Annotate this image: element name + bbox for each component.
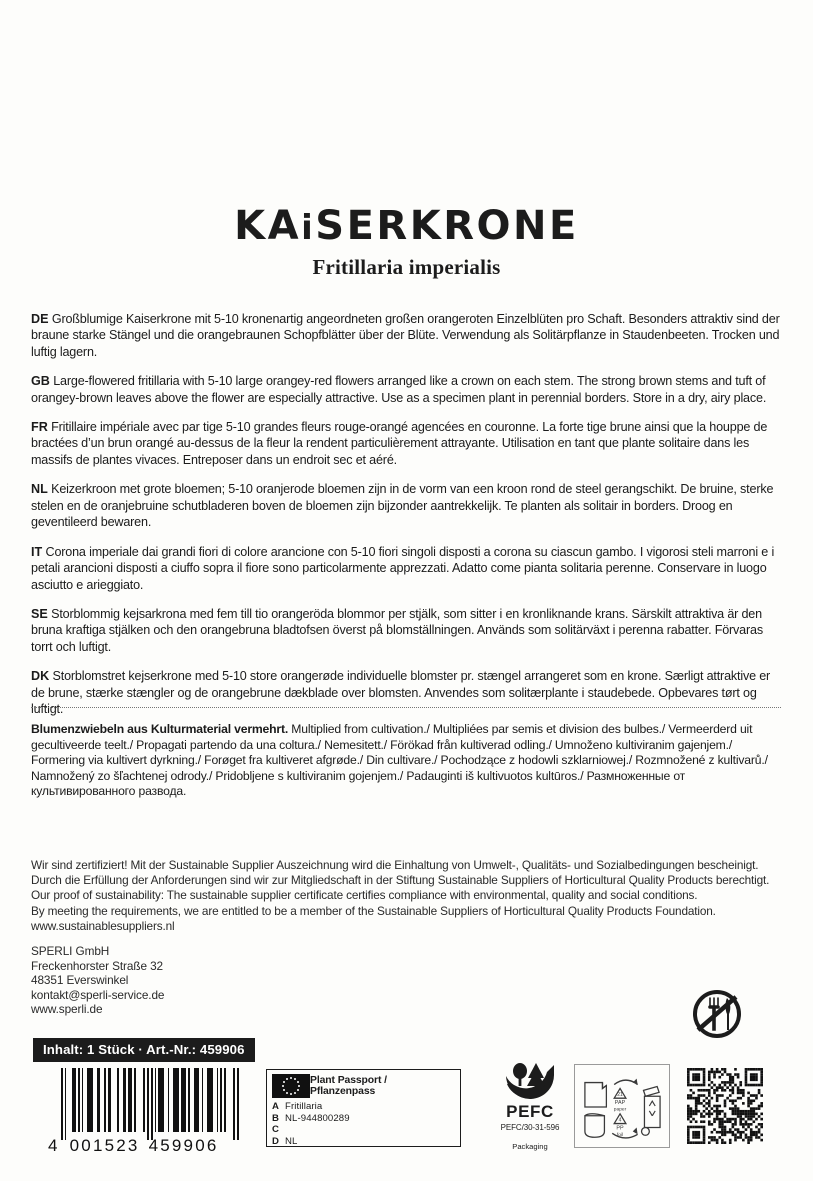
lang-code-de: DE	[31, 311, 49, 326]
description-text-de: Großblumige Kaiserkrone mit 5-10 kronenartig angeordneten großen orangeroten Einzelblüten pro Schaft. Besonders attraktiv sind der braune starke Stängel und die orangebraunen Schopfblätter über der Blüte. Verwendung als Solitärpflanze in Staudenbeeten. Trocken und luftig lagern.	[31, 311, 780, 359]
description-text-gb: Large-flowered fritillaria with 5-10 large orangey-red flowers arranged like a crown on each stem. The strong brown stems and tuft of orangey-brown leaves above the flower are especially attractive. Use as a specimen plant in perennial borders. Store in a dry, airy place.	[31, 373, 767, 405]
description-text-fr: Fritillaire impériale avec par tige 5-10 grandes fleurs rouge-orangé agencées en couronne. La forte tige brune ainsi que la houppe de bractées d’un brun orangé au-dessus de la fleur la rendent particulièrement attrayante. Utilisation en tant que plante solitaire dans les massifs de plantes vivaces. Entreposer dans un endroit sec et aéré.	[31, 419, 768, 467]
plant-passport-value-d: NL	[285, 1135, 298, 1147]
description-dk	[31, 668, 781, 718]
plant-passport-rows	[267, 1100, 460, 1147]
barcode-digits-left: 001523	[69, 1136, 140, 1155]
company-address	[31, 944, 164, 1017]
plant-passport-value-a: Fritillaria	[285, 1101, 323, 1112]
pefc-wordmark: PEFC	[506, 1102, 554, 1121]
certification-line-3: Our proof of sustainability: The sustainable supplier certificate certifies compliance with environmental, quality and social conditions.	[31, 888, 698, 903]
description-text-dk: Storblomstret kejserkrone med 5-10 store orangerøde individuelle blomster pr. stængel arrangeret som en krone. Særligt attraktive er de brune, stærke stængler og de orangebrune dækblade over blomsten. Anvendes som solitærplante i staudebede. Opbevares tørt og luftigt.	[31, 669, 771, 717]
propagation-note	[31, 722, 781, 800]
plant-passport-row-d	[272, 1136, 455, 1148]
pefc-certification	[487, 1062, 573, 1151]
page-title-part1: KA	[234, 203, 302, 249]
plant-passport-row-a	[272, 1101, 455, 1113]
plant-passport-row-c	[272, 1124, 455, 1136]
lang-code-it: IT	[31, 544, 43, 559]
propagation-lead: Blumenzwiebeln aus Kulturmaterial vermehrt.	[31, 722, 289, 736]
plant-passport-key-b: B	[272, 1112, 279, 1124]
page-title-i: i	[301, 208, 316, 248]
certification-line-2: Durch die Erfüllung der Anforderungen sind wir zur Mitgliedschaft in der Stiftung Sustainable Suppliers of Horticultural Quality Products berechtigt.	[31, 873, 770, 888]
description-nl	[31, 481, 781, 531]
propagation-rest: Multiplied from cultivation./ Multipliées par semis et division des bulbes./ Vermeerderd uit gecultiveerde teelt./ Propagati partendo da una coltura./ Nemesitett./ Förökad från kultiverad odling./ Umnoženo kultiviranim gajenjem./ Formering via kultivert dyrkning./ Forøget fra kultiveret afgrøde./ Din cultivare./ Pochodzące z hodowli szklarniowej./ Rozmnožené z kultivarů./ Namnožený zo šľachtenej odrody./ Pridobljene s kultiviranim gojenjem./ Padauginti iš kultivuotos kultūros./ Размноженные от культивированного развода.	[31, 722, 768, 799]
company-website: www.sperli.de	[31, 1002, 103, 1017]
plastic-bag-icon	[585, 1116, 605, 1137]
description-text-it: Corona imperiale dai grandi fiori di colore arancione con 5-10 fiori singoli disposti a corona su ciascun gambo. I vigorosi steli marroni e i petali arancioni disposti a ciuffo sopra il fiore sono particolarmente apprezzati. Adatto come pianta solitaria perenne. Conservare in luogo asciutto e arieggiato.	[31, 544, 775, 592]
plant-passport-title: Plant Passport / Pflanzenpass	[310, 1075, 387, 1097]
recycle-bin-lid-icon	[643, 1086, 659, 1096]
plant-passport-key-a: A	[272, 1101, 279, 1112]
certification-line-1: Wir sind zertifiziert! Mit der Sustainable Supplier Auszeichnung wird die Einhaltung von Umwelt-, Qualitäts- und Sozialbedingungen bescheinigt.	[31, 858, 759, 872]
barcode-digits	[48, 1136, 243, 1156]
description-se	[31, 606, 781, 656]
page-title-part2: SERKRONE	[315, 203, 579, 249]
plant-passport-row-b	[272, 1113, 455, 1125]
paper-sheet-icon	[585, 1083, 606, 1107]
recycle-foil-sub: foil	[616, 1132, 624, 1138]
description-it	[31, 544, 781, 594]
lang-code-dk: DK	[31, 669, 50, 684]
certification-line-4: By meeting the requirements, we are entitled to be a member of the Sustainable Suppliers of Horticultural Quality Products Foundation.	[31, 903, 716, 918]
pefc-caption: Packaging	[512, 1142, 548, 1151]
lang-code-fr: FR	[31, 419, 48, 434]
plant-passport	[266, 1069, 461, 1147]
description-fr	[31, 419, 781, 469]
company-street: Freckenhorster Straße 32	[31, 958, 164, 973]
lang-code-gb: GB	[31, 373, 50, 388]
plant-passport-header	[267, 1070, 460, 1100]
company-city: 48351 Everswinkel	[31, 973, 129, 988]
barcode-digit-first: 4	[48, 1136, 60, 1155]
recycle-paper-label: PAP	[614, 1100, 626, 1107]
description-de	[31, 311, 781, 361]
barcode-bars	[61, 1068, 239, 1140]
pefc-trees-icon	[501, 1062, 559, 1102]
lang-code-nl: NL	[31, 482, 48, 497]
company-email: kontakt@sperli-service.de	[31, 987, 165, 1002]
plant-passport-key-c: C	[272, 1124, 279, 1136]
pefc-code: PEFC/30-31-596	[500, 1123, 560, 1132]
page-title	[0, 203, 813, 249]
recycle-foil-label: PP	[616, 1125, 624, 1132]
recycling-instructions	[574, 1064, 670, 1148]
barcode-digits-right: 459906	[148, 1136, 219, 1155]
qr-code-icon	[687, 1068, 763, 1144]
section-divider	[31, 707, 781, 708]
description-text-se: Storblommig kejsarkrona med fem till tio orangeröda blommor per stjälk, som sitter i en kronliknande krans. Särskilt attraktiva är den bruna kraftiga stjälken och den orangebruna bladtofsen överst på blomställningen. Används som solitärväxt i perenna rabatter. Förvaras torrt och luftigt.	[31, 606, 763, 655]
certification-website: www.sustainablesuppliers.nl	[31, 918, 175, 933]
recycle-paper-number: 21	[617, 1092, 623, 1099]
lang-code-se: SE	[31, 606, 48, 621]
page-subtitle: Fritillaria imperialis	[312, 255, 501, 279]
plant-passport-value-b: NL-944800289	[285, 1112, 350, 1124]
description-text-nl: Keizerkroon met grote bloemen; 5-10 oranjerode bloemen zijn in de vorm van een kroon rond de steel gerangschikt. De bruine, sterke stelen en de oranjebruine schutbladeren boven de bloemen zijn bijzonder aantrekkelijk. Te planten als solitair in borders. Droog en geventileerd bewaren.	[31, 482, 774, 530]
content-bar: Inhalt: 1 Stück · Art.-Nr.: 459906	[33, 1038, 255, 1062]
barcode	[48, 1068, 243, 1160]
certification-note	[31, 858, 791, 934]
no-eating-icon	[686, 986, 748, 1042]
recycle-foil-number: 4	[618, 1117, 622, 1124]
recycle-paper-sub: paper	[613, 1107, 627, 1113]
eu-flag-icon	[272, 1074, 310, 1098]
company-name: SPERLI GmbH	[31, 944, 110, 958]
description-list	[31, 298, 781, 718]
packet-header	[0, 203, 813, 280]
description-gb	[31, 373, 781, 406]
plant-passport-key-d: D	[272, 1135, 279, 1147]
